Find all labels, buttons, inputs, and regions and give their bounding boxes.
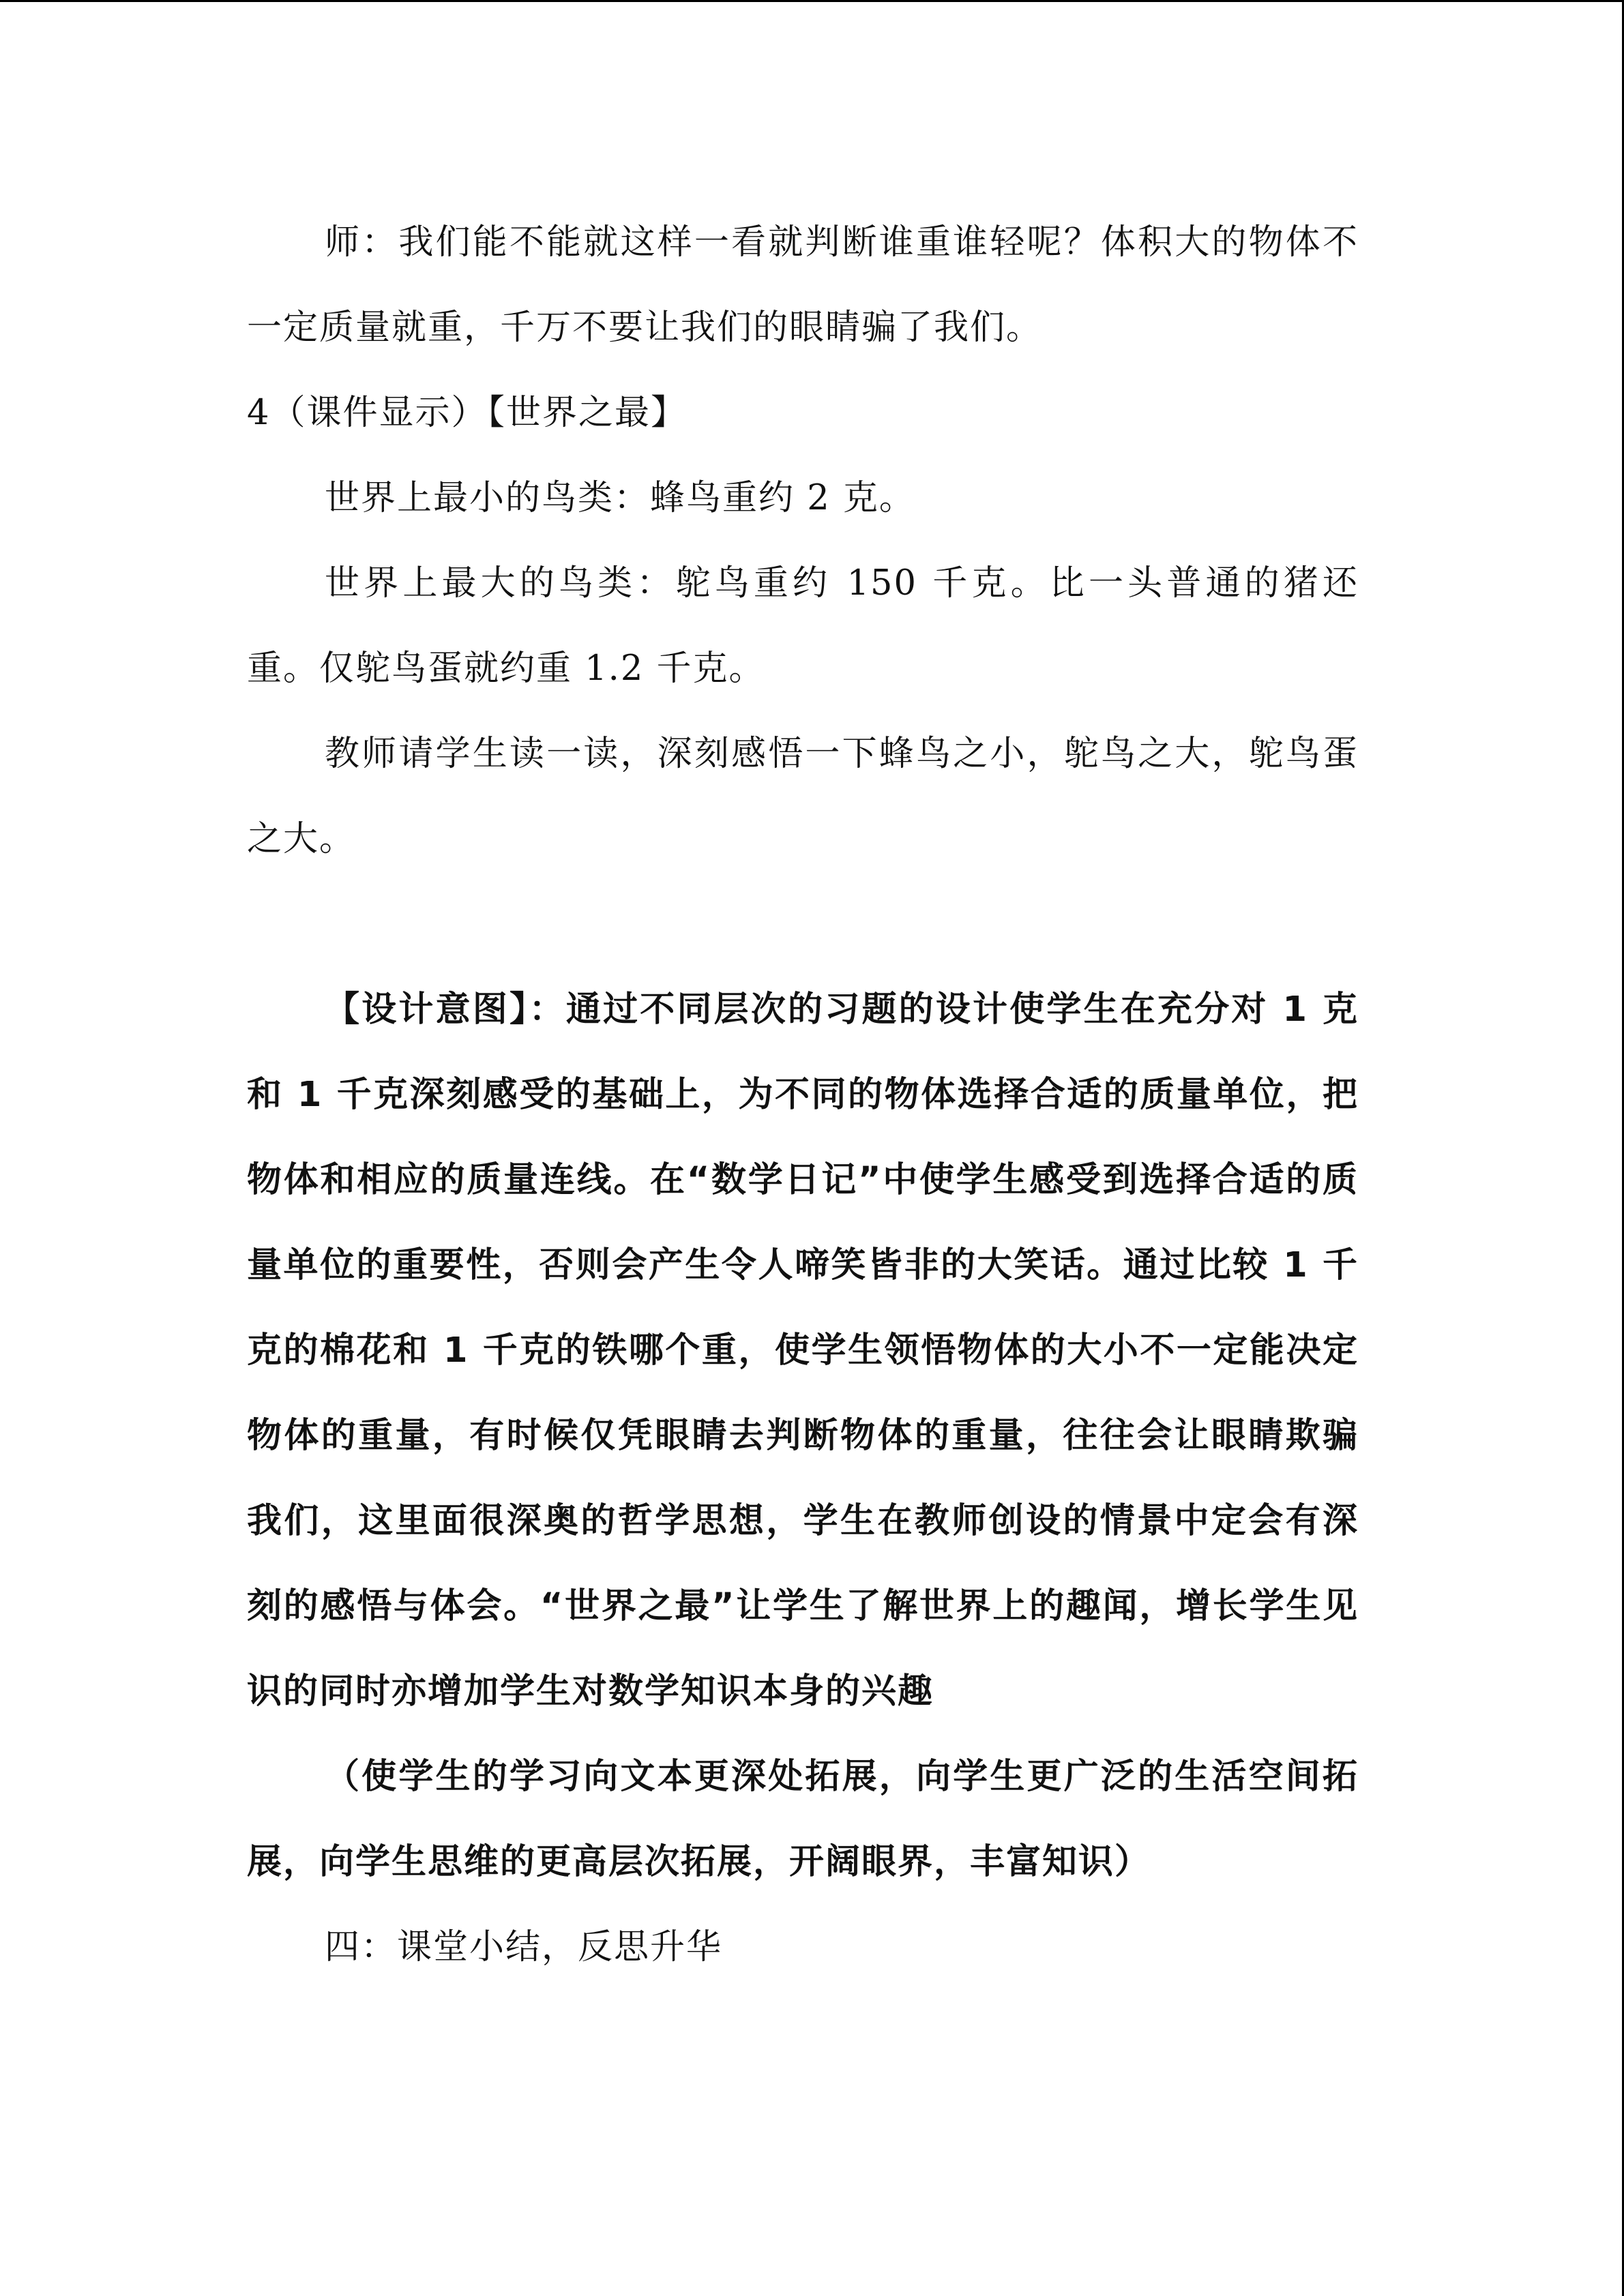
document-body [247, 200, 1359, 1990]
section-four-heading: 四：课堂小结，反思升华 [325, 1927, 723, 1967]
design-intent-paragraph: 【设计意图】：通过不同层次的习题的设计使学生在充分对 1 克和 1 千克深刻感受的基础上，为不同的物体选择合适的质量单位，把物体和相应的质量连线。在“数学日记”中使学生感受到选择合适的质量单位的重要性，否则会产生令人啼笑皆非的大笑话。通过比较 1 千克的棉花和 1 千克的铁哪个重，使学生领悟物体的大小不一定能决定物体的重量，有时候仅凭眼睛去判断物体的重量，往往会让眼睛欺骗我们，这里面很深奥的哲学思想，学生在教师创设的情景中定会有深刻的感悟与体会。“世界之最”让学生了解世界上的趣闻，增长学生见识的同时亦增加学生对数学知识本身的兴趣 [247, 989, 1359, 1712]
smallest-bird-paragraph: 世界上最小的鸟类：蜂鸟重约 2 克。 [325, 478, 915, 518]
reading-instruction-paragraph: 教师请学生读一读，深刻感悟一下蜂鸟之小，鸵鸟之大，鸵鸟蛋之大。 [247, 734, 1359, 859]
teacher-remark-paragraph: 师：我们能不能就这样一看就判断谁重谁轻呢？体积大的物体不一定质量就重，千万不要让我们的眼睛骗了我们。 [247, 222, 1359, 348]
largest-bird-paragraph: 世界上最大的鸟类：鸵鸟重约 150 千克。比一头普通的猪还重。仅鸵鸟蛋就约重 1.2 千克。 [247, 563, 1359, 689]
extension-note-paragraph: （使学生的学习向文本更深处拓展，向学生更广泛的生活空间拓展，向学生思维的更高层次拓展，开阔眼界，丰富知识） [247, 1757, 1359, 1882]
paragraph-spacer [247, 882, 1359, 967]
courseware-heading: 4（课件显示）【世界之最】 [247, 393, 687, 433]
